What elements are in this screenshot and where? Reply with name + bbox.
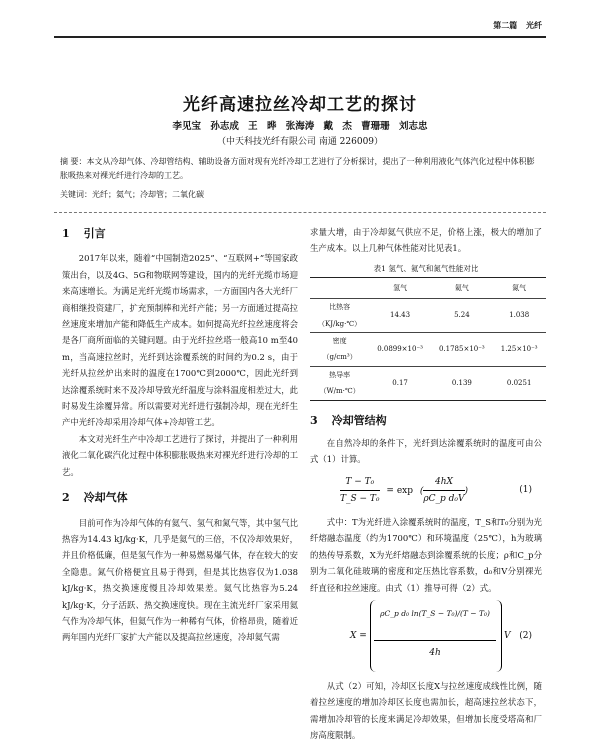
- abstract-separator: [54, 212, 546, 213]
- sec1-paragraph-2: 本文对光纤生产中冷却工艺进行了探讨，并提出了一种利用液化二氧化碳汽化过程中体积膨胀吸热来对裸光纤进行冷却的工艺。: [62, 433, 298, 477]
- section-1-heading: 1 引言: [62, 227, 106, 240]
- table-caption: 表1 氢气、氦气和氮气性能对比: [373, 263, 479, 273]
- paper-title: 光纤高速拉丝冷却工艺的探讨: [183, 95, 417, 115]
- table-row: 比热容（KJ/kg·℃） 14.43 5.24 1.038: [310, 299, 546, 333]
- keywords: 关键词：光纤；氦气；冷却管；二氧化碳: [60, 190, 204, 199]
- header-section: 第二篇: [493, 20, 518, 30]
- affiliation: （中天科技光纤有限公司 南通 226009）: [216, 137, 384, 147]
- running-header: [487, 20, 542, 31]
- section-3-heading: 3 冷却管结构: [310, 413, 387, 427]
- equation-1-number: (1): [519, 484, 532, 495]
- equation-2: X = ρC_p d₀ ln(T_S − T₀)/(T − T₀) 4h V (2): [310, 596, 542, 678]
- left-column: [62, 226, 298, 646]
- sec2-paragraph-1: 目前可作为冷却气体的有氦气、氢气和氮气等，其中氢气比热容为14.43 kJ/kg·K，几乎是氦气的三倍，不仅冷却效果好，并且价格低廉，但是氢气作为一种易燃易爆气体，存在较大的安全隐患。氮气价格便宜且易于得到，但是其比热容仅为1.038 kJ/kg·K，热交换速度慢且冷却效果差。氦气比热容为5.24 kJ/kg·K，分子活跃、热交换速度快。现在主流光纤厂家采用氦气作为冷却气体，但氦气作为一种稀有气体，价格昂贵，随着近两年国内光纤厂家扩大产能以及提高拉丝速度，冷却氦气需: [62, 517, 298, 643]
- table-row: 密度（g/cm³） 0.0899×10⁻³ 0.1785×10⁻³ 1.25×10⁻³: [310, 333, 546, 367]
- equation-1: $\frac{\text{T − T₀}}{\text{T\_S − T₀}}$ = exp ( $\frac{4hX}{\text{ρC\_p d₀V}}$ ) (1): [340, 476, 532, 505]
- authors: 李见宝 孙志成 王 晔 张海涛 戴 杰 曹珊珊 刘志忠: [172, 121, 428, 132]
- equation-2-number: (2): [519, 630, 532, 641]
- sec2-paragraph-2: 求量大增，由于冷却氦气供应不足，价格上涨，极大的增加了生产成本。以上几种气体性能对比见表1。: [310, 227, 542, 254]
- gas-comparison-table: [310, 277, 546, 400]
- sec1-paragraph-1: 2017年以来，随着“中国制造2025”、“互联网+”等国家政策出台，以及4G、5G和物联网等建设，国内的光纤光缆市场迎来高速增长。为满足光纤光缆市场需求，一方面国内各大光纤厂商相继投资建厂，扩充预制棒和光纤产能；另一方面通过提高拉丝速度来增加产能和降低生产成本。如何提高光纤拉丝速度将会是各厂商所面临的关键问题。由于光纤拉丝塔一般高10 m至40 m，当高速拉丝时，光纤到达涂覆系统的时间约为0.2 s，由于光纤从拉丝炉出来时的温度在1700℃到2000℃，因此光纤到达涂覆系统时来不及冷却导致光纤温度与涂料温度相差过大，此时易发生涂覆异常。所以需要对光纤进行强制冷却，现在光纤生产中光纤冷却采用冷却气体+冷却管工艺。: [62, 253, 298, 428]
- abstract: 摘 要：本文从冷却气体、冷却管结构、辅助设备方面对现有光纤冷却工艺进行了分析探讨，提出了一种利用液化气体汽化过程中体积膨胀吸热来对裸光纤进行冷却的工艺。: [60, 157, 535, 180]
- table-row: 热导率（W/m·℃） 0.17 0.139 0.0251: [310, 366, 546, 400]
- right-column: [310, 224, 542, 744]
- header-topic: 光纤: [526, 20, 542, 30]
- sec3-paragraph-3: 从式（2）可知，冷却区长度X与拉丝速度成线性比例，随着拉丝速度的增加冷却区长度也需加长，超高速拉丝状态下，需增加冷却管的长度来满足冷却效果，但增加长度受塔高和厂房高度限制。: [310, 680, 542, 741]
- sec3-paragraph-2: 式中：T为光纤进入涂覆系统时的温度，T_S和T₀分别为光纤熔融态温度（约为1700℃）和环境温度（25℃），h为玻璃的热传导系数，X为光纤熔融态到涂覆系统的长度；ρ和C_p分别为二氧化硅玻璃的密度和定压热比容系数，d₀和V分别裸光纤直径和拉丝速度。由式（1）推导可得（2）式。: [310, 516, 542, 593]
- table-header-row: 氢气 氦气 氮气: [310, 278, 546, 299]
- section-2-heading: 2 冷却气体: [62, 491, 128, 505]
- header-rule: [54, 36, 546, 38]
- sec3-paragraph-1: 在自然冷却的条件下，光纤到达涂覆系统时的温度可由公式（1）计算。: [310, 438, 542, 465]
